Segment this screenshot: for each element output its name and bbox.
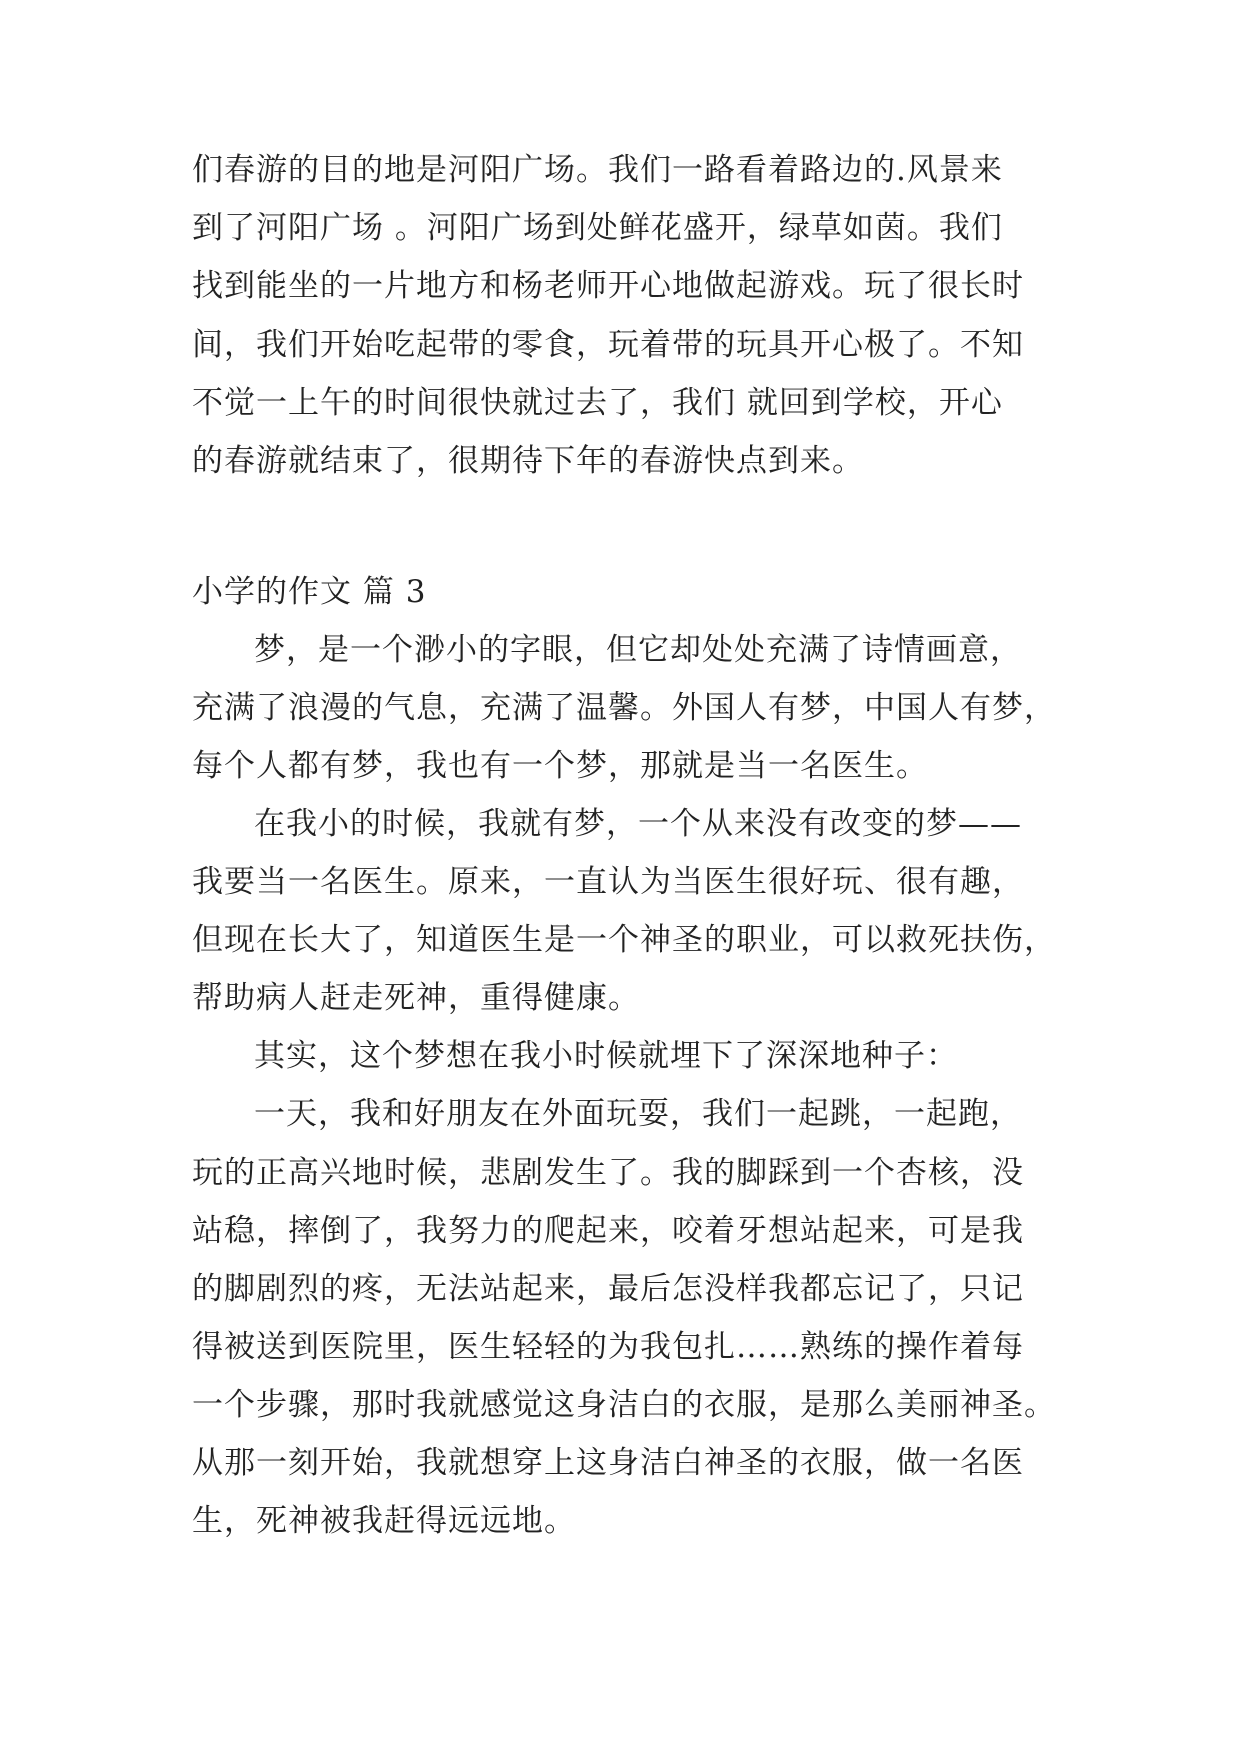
paragraph-line: 间，我们开始吃起带的零食，玩着带的玩具开心极了。不知 — [192, 327, 1024, 363]
paragraph-line: 站稳，摔倒了，我努力的爬起来，咬着牙想站起来，可是我 — [192, 1213, 1024, 1249]
paragraph-line: 我要当一名医生。原来，一直认为当医生很好玩、很有趣， — [192, 864, 1024, 900]
paragraph-line: 一天，我和好朋友在外面玩耍，我们一起跳，一起跑， — [254, 1096, 1022, 1132]
paragraph-line: 但现在长大了，知道医生是一个神圣的职业，可以救死扶伤， — [192, 922, 1056, 958]
paragraph-line: 从那一刻开始，我就想穿上这身洁白神圣的衣服，做一名医 — [192, 1445, 1024, 1481]
paragraph-line: 的脚剧烈的疼，无法站起来，最后怎没样我都忘记了，只记 — [192, 1271, 1024, 1307]
paragraph-line: 其实，这个梦想在我小时候就埋下了深深地种子： — [254, 1038, 958, 1074]
paragraph-line: 找到能坐的一片地方和杨老师开心地做起游戏。玩了很长时 — [192, 268, 1024, 304]
paragraph-line: 们春游的目的地是河阳广场。我们一路看着路边的.风景来 — [192, 152, 1003, 188]
paragraph-line: 得被送到医院里，医生轻轻的为我包扎……熟练的操作着每 — [192, 1329, 1024, 1365]
paragraph-line: 到了河阳广场 。河阳广场到处鲜花盛开，绿草如茵。我们 — [192, 210, 1003, 246]
paragraph-line: 每个人都有梦，我也有一个梦，那就是当一名医生。 — [192, 748, 928, 784]
paragraph-line: 帮助病人赶走死神，重得健康。 — [192, 980, 640, 1016]
section-heading: 小学的作文 篇 3 — [192, 574, 427, 610]
paragraph-line: 一个步骤，那时我就感觉这身洁白的衣服，是那么美丽神圣。 — [192, 1387, 1056, 1423]
paragraph-line: 梦，是一个渺小的字眼，但它却处处充满了诗情画意， — [254, 632, 1022, 668]
paragraph-line: 不觉一上午的时间很快就过去了，我们 就回到学校，开心 — [192, 385, 1003, 421]
paragraph-line: 生，死神被我赶得远远地。 — [192, 1503, 576, 1539]
paragraph-line: 的春游就结束了，很期待下年的春游快点到来。 — [192, 443, 864, 479]
paragraph-line: 在我小的时候，我就有梦，一个从来没有改变的梦—— — [254, 806, 1022, 842]
paragraph-line: 充满了浪漫的气息，充满了温馨。外国人有梦，中国人有梦， — [192, 690, 1056, 726]
paragraph-line: 玩的正高兴地时候，悲剧发生了。我的脚踩到一个杏核，没 — [192, 1155, 1024, 1191]
